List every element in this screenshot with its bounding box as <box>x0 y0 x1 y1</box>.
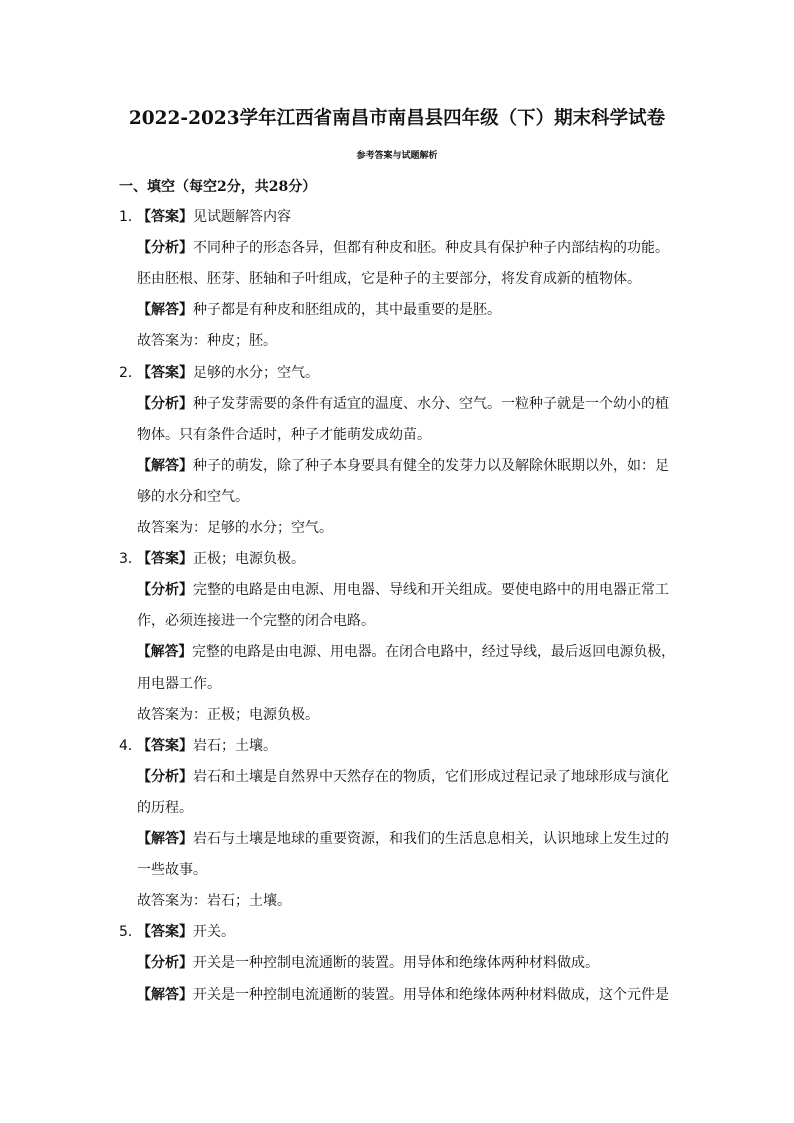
answer-line-tag: 【答案】 <box>137 209 193 225</box>
analysis-line <box>137 394 669 414</box>
solution-line-text: 种子的萌发，除了种子本身要具有健全的发芽力以及解除休眠期以外，如：足 <box>193 457 669 474</box>
answer-line-tag: 【答案】 <box>137 551 193 568</box>
answer-line <box>137 736 277 756</box>
answer-line-text: 岩石；土壤。 <box>193 737 277 754</box>
solution-line-tag: 【解答】 <box>137 302 193 319</box>
analysis-line-text: 不同种子的形态各异，但都有种皮和胚。种皮具有保护种子内部结构的功能。 <box>193 240 669 257</box>
analysis-continuation: 作，必须连接进一个完整的闭合电路。 <box>137 613 375 630</box>
answer-line-tag: 【答案】 <box>137 364 193 381</box>
analysis-line-text: 岩石和土壤是自然界中天然存在的物质，它们形成过程记录了地球形成与演化 <box>193 768 669 785</box>
solution-line-tag: 【解答】 <box>137 986 193 1003</box>
solution-continuation: 用电器工作。 <box>137 675 221 692</box>
solution-line <box>137 300 501 320</box>
solution-line-text: 开关是一种控制电流通断的装置。用导体和绝缘体两种材料做成，这个元件是 <box>193 986 669 1003</box>
analysis-line <box>137 953 599 973</box>
solution-line <box>137 985 669 1005</box>
answer-line-text: 见试题解答内容 <box>193 209 291 225</box>
solution-line <box>137 829 669 849</box>
analysis-line <box>137 767 669 787</box>
analysis-line-text: 开关是一种控制电流通断的装置。用导体和绝缘体两种材料做成。 <box>193 955 599 972</box>
final-answer: 故答案为：正极；电源负极。 <box>137 706 319 723</box>
analysis-line-text: 种子发芽需要的条件有适宜的温度、水分、空气。一粒种子就是一个幼小的植 <box>193 395 669 412</box>
analysis-line-tag: 【分析】 <box>137 955 193 972</box>
solution-line-tag: 【解答】 <box>137 457 193 474</box>
solution-continuation: 一些故事。 <box>137 862 207 879</box>
answer-line <box>137 922 235 942</box>
question-number: 4． <box>119 737 142 754</box>
question-number: 5． <box>119 924 142 941</box>
solution-line-tag: 【解答】 <box>137 831 193 847</box>
question-number: 2． <box>119 364 142 381</box>
solution-line <box>137 642 675 662</box>
solution-continuation: 够的水分和空气。 <box>137 488 249 505</box>
analysis-continuation: 物体。只有条件合适时，种子才能萌发成幼苗。 <box>137 426 431 443</box>
final-answer: 故答案为：足够的水分；空气。 <box>137 520 333 536</box>
answer-line-tag: 【答案】 <box>137 924 193 941</box>
answer-line <box>137 363 319 383</box>
answer-line <box>137 549 305 569</box>
solution-line <box>137 456 669 476</box>
answer-line-text: 开关。 <box>193 924 235 941</box>
final-answer: 故答案为：岩石；土壤。 <box>137 893 291 910</box>
analysis-continuation: 的历程。 <box>137 799 193 816</box>
solution-line-text: 岩石与土壤是地球的重要资源，和我们的生活息息相关，认识地球上发生过的 <box>193 831 669 847</box>
section-heading: 一、填空（每空2分，共28分） <box>119 179 317 195</box>
analysis-continuation: 胚由胚根、胚芽、胚轴和子叶组成，它是种子的主要部分，将发育成新的植物体。 <box>137 271 641 288</box>
analysis-line-tag: 【分析】 <box>137 395 193 412</box>
answer-line <box>137 207 291 227</box>
analysis-line-tag: 【分析】 <box>137 240 193 257</box>
answer-line-text: 足够的水分；空气。 <box>193 364 319 381</box>
solution-line-text: 完整的电路是由电源、用电器。在闭合电路中，经过导线，最后返回电源负极， <box>192 644 675 661</box>
analysis-line <box>137 238 669 258</box>
analysis-line <box>137 580 669 600</box>
solution-line-text: 种子都是有种皮和胚组成的，其中最重要的是胚。 <box>193 302 501 319</box>
document-subtitle: 参考答案与试题解析 <box>356 151 438 161</box>
analysis-line-tag: 【分析】 <box>137 768 193 785</box>
solution-line-tag: 【解答】 <box>137 644 193 661</box>
document-title: 2022-2023学年江西省南昌市南昌县四年级（下）期末科学试卷 <box>128 108 666 129</box>
answer-line-tag: 【答案】 <box>137 737 193 754</box>
analysis-line-tag: 【分析】 <box>137 582 193 599</box>
final-answer: 故答案为：种皮；胚。 <box>137 333 277 350</box>
question-number: 3． <box>119 551 142 568</box>
question-number: 1． <box>119 209 142 225</box>
analysis-line-text: 完整的电路是由电源、用电器、导线和开关组成。要使电路中的用电器正常工 <box>193 582 669 599</box>
answer-line-text: 正极；电源负极。 <box>193 551 305 568</box>
